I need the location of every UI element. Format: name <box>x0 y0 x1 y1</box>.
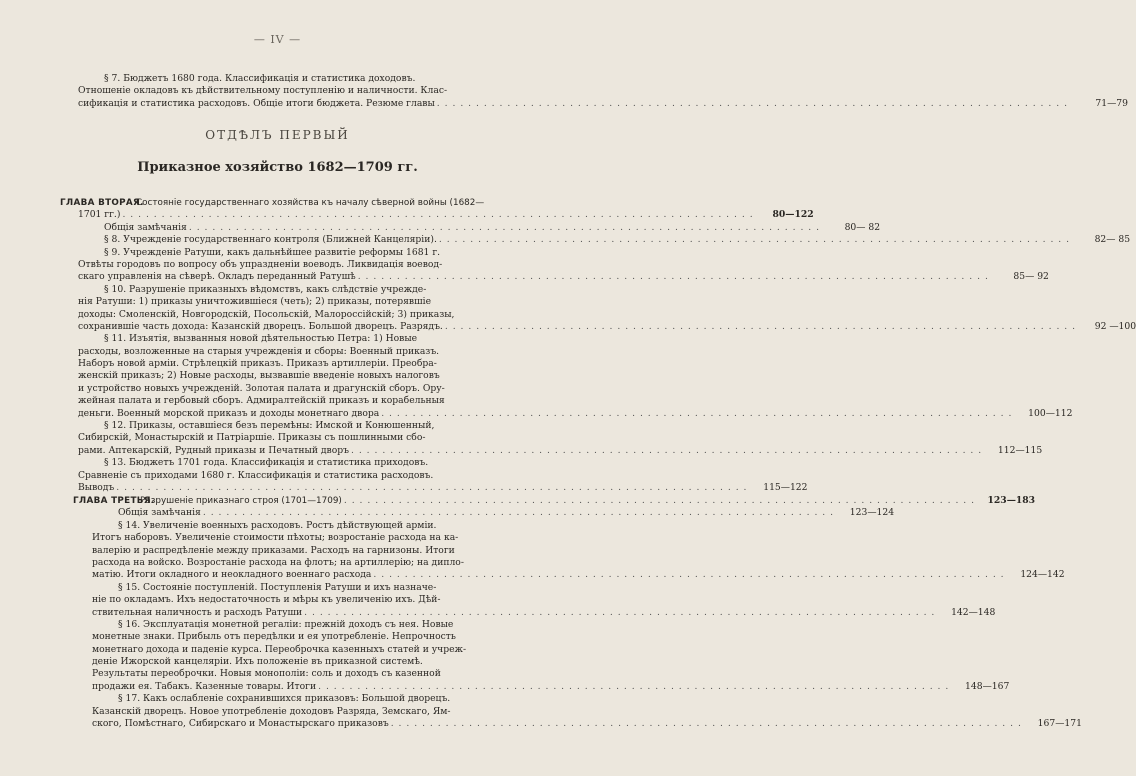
toc-line <box>78 296 490 308</box>
toc-line <box>78 395 490 407</box>
toc-line <box>78 247 490 259</box>
chapter-two-block <box>78 197 1136 494</box>
toc-line <box>78 85 490 97</box>
toc-line-text: расходы, возложенные на старыя учрежденія и сборы: Военный приказъ. <box>78 345 440 357</box>
leader-dots <box>316 681 951 693</box>
toc-line <box>78 457 490 469</box>
toc-line-text: и устройство новыхъ учрежденій. Золотая палата и драгунскій сборъ. Ору- <box>78 382 445 394</box>
toc-line-text: Общія замѣчанія <box>118 507 201 519</box>
toc-line <box>92 532 512 544</box>
toc-line <box>78 420 490 432</box>
toc-line <box>92 718 1082 730</box>
toc-line <box>78 73 490 85</box>
toc-page-range: 92 —100 <box>1094 320 1136 332</box>
leader-dots <box>371 569 1006 581</box>
toc-line <box>78 259 490 271</box>
toc-line <box>78 470 490 482</box>
toc-line <box>92 644 512 656</box>
toc-line <box>78 309 490 321</box>
page-folio: — IV — <box>253 33 302 46</box>
toc-line-text: монетные знаки. Прибыль отъ передѣлки и ея употребленіе. Непрочность <box>92 631 456 643</box>
toc-line-text: деньги. Военный морской приказъ и доходы монетнаго двора <box>78 407 380 419</box>
toc-line-text: ствительная наличность и расходъ Ратуши <box>92 606 303 618</box>
toc-line <box>78 444 1043 457</box>
toc-line <box>78 346 490 358</box>
toc-line <box>92 557 512 569</box>
toc-line-text: § 15. Состояніе поступленій. Поступленія Ратуши и ихъ назначе- <box>118 581 437 593</box>
toc-page-range: 80— 82 <box>844 221 881 233</box>
toc-page-range: 85— 92 <box>1013 271 1049 283</box>
toc-line-text: 1701 гг.) <box>78 209 121 221</box>
leader-dots <box>379 408 1014 420</box>
chapter-three-label: ГЛАВА ТРЕТЬЯ. <box>73 496 155 506</box>
toc-page-range: 71—79 <box>1095 97 1128 109</box>
toc-line-text: § 8. Учрежденіе государственнаго контроля (Ближней Канцеляріи). <box>104 234 437 246</box>
leader-dots <box>356 271 991 283</box>
toc-page-range: 123—183 <box>987 495 1036 506</box>
toc-line-text: Выводъ <box>78 481 115 493</box>
section-title: Приказное хозяйство 1682—1709 гг. <box>137 160 418 175</box>
toc-line <box>78 97 1128 110</box>
intro-block <box>78 73 1128 110</box>
toc-line-text: женскій приказъ; 2) Новые расходы, вызвавшіе введеніе новыхъ налоговъ <box>78 370 440 382</box>
toc-line <box>78 320 1136 333</box>
toc-line-text: Сибирскій, Монастырскій и Патріаршіе. Приказы съ пошлинными сбо- <box>78 432 426 444</box>
leader-dots <box>443 321 1078 333</box>
toc-line-text: Отвѣты городовъ по вопросу объ упраздненіи воеводъ. Ликвидація воевод- <box>78 258 443 270</box>
toc-line-text: Казанскій дворецъ. Новое употребленіе доходовъ Разряда, Земскаго, Ям- <box>92 705 451 717</box>
toc-line <box>78 221 881 234</box>
toc-line <box>78 234 1131 246</box>
toc-line <box>78 383 490 395</box>
leader-dots <box>389 718 1024 730</box>
toc-line-text: матію. Итоги окладного и неокладного военнаго расхода <box>92 569 372 581</box>
toc-line-text: § 14. Увеличеніе военныхъ расходовъ. Ростъ дѣйствующей арміи. <box>118 519 437 531</box>
toc-line <box>92 619 512 631</box>
toc-line-text: сификація и статистика расходовъ. Общіе итоги бюджета. Резюме главы <box>78 97 435 109</box>
part-title: ОТДѢЛЪ ПЕРВЫЙ <box>205 128 350 142</box>
toc-line-text: § 12. Приказы, оставшіеся безъ перемѣны: Имской и Конюшенный, <box>104 420 435 432</box>
toc-line-text: доходы: Смоленскій, Новгородскій, Посольскій, Малороссійскій; 3) приказы, <box>78 308 455 320</box>
toc-line <box>78 197 490 209</box>
toc-line <box>92 507 895 519</box>
toc-line <box>78 432 490 444</box>
toc-line-text: Состояніе государственнаго хозяйства къ началу сѣверной войны (1682— <box>136 198 485 208</box>
toc-line-text: валерію и распредѣленіе между приказами. Расходъ на гарнизоны. Итоги <box>92 544 455 556</box>
toc-line <box>78 284 490 296</box>
toc-line <box>78 271 1049 283</box>
leader-dots <box>435 98 1070 110</box>
toc-line <box>92 582 512 594</box>
leader-dots <box>302 607 937 619</box>
toc-line <box>78 481 808 494</box>
toc-line <box>92 520 512 532</box>
toc-page-range: 123—124 <box>849 507 895 519</box>
leader-dots <box>349 445 984 457</box>
toc-line-text: Итогъ наборовъ. Увеличеніе стоимости пѣхоты; возростаніе расхода на ка- <box>92 532 459 544</box>
toc-line-text: Общія замѣчанія <box>104 221 187 233</box>
toc-line <box>92 606 996 619</box>
toc-line-text: § 13. Бюджетъ 1701 года. Классификація и статистика приходовъ. <box>104 457 429 469</box>
toc-line-text: § 10. Разрушеніе приказныхъ вѣдомствъ, какъ слѣдствіе учрежде- <box>104 283 427 295</box>
toc-line <box>92 680 1010 693</box>
toc-page-range: 80—122 <box>772 209 814 221</box>
toc-line-text: монетнаго дохода и паденіе курса. Переоброчка казенныхъ статей и учреж- <box>92 643 467 655</box>
toc-line-text: § 9. Учрежденіе Ратуши, какъ дальнѣйшее развитіе реформы 1681 г. <box>104 246 441 258</box>
toc-line-text: Отношеніе окладовъ къ дѣйствительному поступленію и наличности. Клас- <box>78 85 448 97</box>
leader-dots <box>187 222 822 234</box>
toc-line-text: ского, Помѣстнаго, Сибирскаго и Монастырскаго приказовъ <box>92 718 389 730</box>
toc-line-text: § 11. Изъятія, вызванныя новой дѣятельностью Петра: 1) Новые <box>104 333 418 345</box>
toc-line <box>78 333 490 345</box>
toc-line <box>92 495 1036 507</box>
leader-dots <box>114 482 749 494</box>
toc-line-text: сохранившіе часть дохода: Казанскій дворецъ. Большой дворецъ. Разрядъ. <box>78 320 443 332</box>
toc-page-range: 167—171 <box>1037 718 1082 730</box>
toc-line <box>78 370 490 382</box>
toc-line <box>92 545 512 557</box>
toc-line-text: § 16. Эксплуатація монетной регаліи: прежній доходъ съ нея. Новые <box>118 618 454 630</box>
toc-page-range: 148—167 <box>965 680 1010 692</box>
toc-line <box>78 407 1073 420</box>
toc-line-text: Разрушеніе приказнаго строя (1701—1709) <box>140 496 342 506</box>
toc-line-text: § 7. Бюджетъ 1680 года. Классификація и статистика доходовъ. <box>104 73 416 84</box>
toc-page-range: 142—148 <box>951 606 996 618</box>
toc-line <box>92 594 512 606</box>
toc-line-text: деніе Ижорской канцеляріи. Ихъ положеніе въ приказной системѣ. <box>92 656 423 668</box>
toc-page-range: 124—142 <box>1020 569 1065 581</box>
toc-line <box>92 631 512 643</box>
toc-line-text: ніе по окладамъ. Ихъ недостаточность и мѣры къ увеличенію ихъ. Дѣй- <box>92 594 441 606</box>
toc-line-text: скаго управленія на сѣверѣ. Окладъ переданный Ратушѣ <box>78 271 356 283</box>
leader-dots <box>342 495 977 507</box>
toc-page-range: 82— 85 <box>1094 234 1131 246</box>
toc-line <box>92 656 512 668</box>
leader-dots <box>437 234 1072 246</box>
toc-line <box>92 706 512 718</box>
toc-line-text: продажи ея. Табакъ. Казенные товары. Итоги <box>92 680 317 692</box>
toc-line-text: Результаты переоброчки. Новыя монополіи: соль и доходъ съ казенной <box>92 668 441 680</box>
leader-dots <box>201 507 836 519</box>
chapter-three-block <box>92 495 1082 730</box>
toc-line-text: нія Ратуши: 1) приказы уничтожившіеся (четь); 2) приказы, потерявшіе <box>78 296 432 308</box>
toc-line-text: жейная палата и гербовый сборъ. Адмиралтейскій приказъ и корабельныя <box>78 395 445 407</box>
chapter-two-label: ГЛАВА ВТОРАЯ. <box>60 198 144 208</box>
toc-page-range: 115—122 <box>763 481 808 493</box>
toc-line-text: Сравненіе съ приходами 1680 г. Классификація и статистика расходовъ. <box>78 469 434 481</box>
toc-line <box>92 569 1065 581</box>
toc-line <box>78 358 490 370</box>
toc-line-text: Наборъ новой арміи. Стрѣлецкій приказъ. Приказъ артиллеріи. Преобра- <box>78 358 437 370</box>
toc-page-range: 100—112 <box>1028 407 1073 419</box>
leader-dots <box>120 209 755 221</box>
toc-line <box>92 668 512 680</box>
toc-page-range: 112—115 <box>997 444 1043 456</box>
toc-line <box>92 693 512 705</box>
toc-line-text: расхода на войско. Возростаніе расхода на флотъ; на артиллерію; на дипло- <box>92 556 464 568</box>
toc-line-text: § 17. Какъ ослабленіе сохранившихся приказовъ: Большой дворецъ. <box>118 693 451 705</box>
toc-line-text: рами. Аптекарскій, Рудный приказы и Печатный дворъ <box>78 444 349 456</box>
toc-line <box>78 209 814 221</box>
